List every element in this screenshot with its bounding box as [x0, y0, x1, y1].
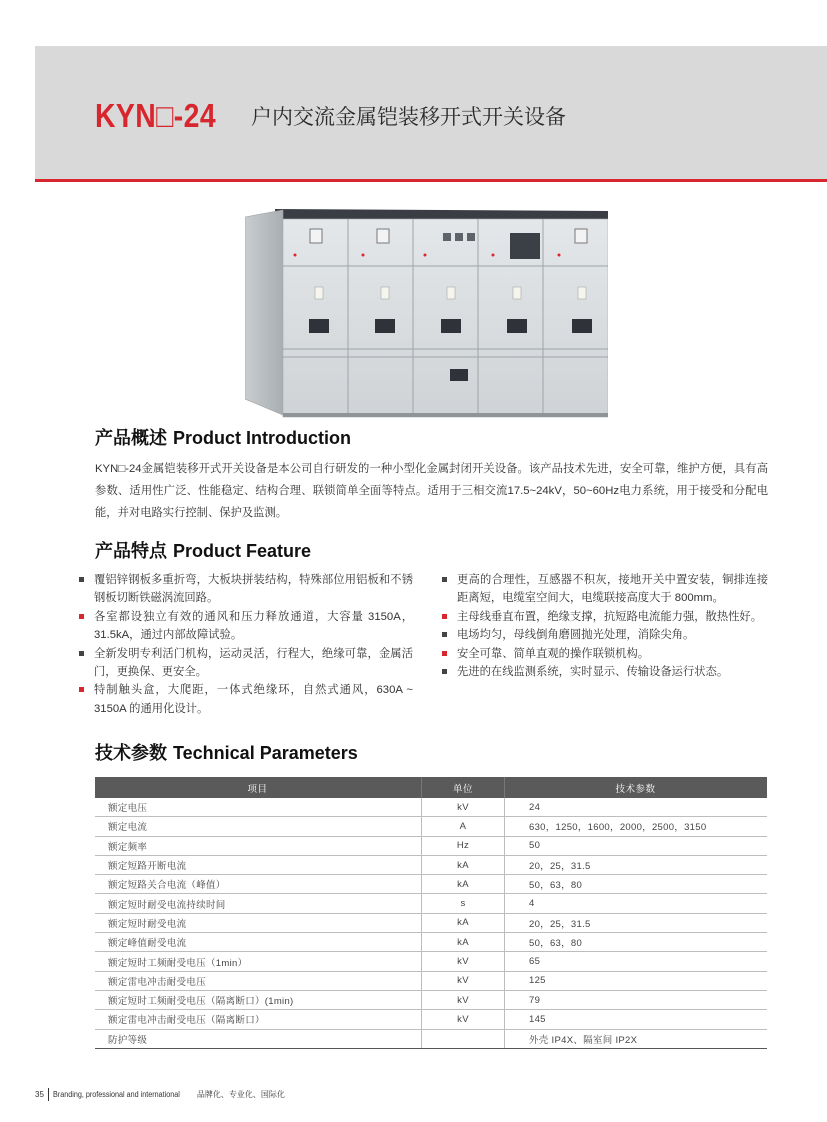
parameters-table-body [95, 798, 767, 1048]
param-value-cell: 50，63，80 [505, 875, 768, 894]
param-unit-cell: A [422, 817, 505, 836]
bullet-square-icon [79, 687, 84, 692]
switchgear-cabinet-illustration [245, 209, 608, 427]
feature-item [79, 645, 413, 682]
param-name-cell: 额定短时工频耐受电压（隔离断口）(1min) [95, 990, 422, 1009]
param-value-cell: 外壳 IP4X、隔室间 IP2X [505, 1029, 768, 1048]
column-header-value: 技术参数 [505, 777, 768, 798]
table-row [95, 1010, 767, 1029]
feature-text: 电场均匀，母线倒角磨圆抛光处理，消除尖角。 [457, 629, 695, 642]
table-row [95, 875, 767, 894]
param-name-cell: 额定短路关合电流（峰值） [95, 875, 422, 894]
param-value-cell: 20，25，31.5 [505, 913, 768, 932]
param-name-cell: 额定频率 [95, 836, 422, 855]
footer-slogan-en: Branding, professional and international [52, 1090, 180, 1099]
param-value-cell: 50，63，80 [505, 933, 768, 952]
bullet-square-icon [79, 577, 84, 582]
param-name-cell: 额定短时工频耐受电压（1min） [95, 952, 422, 971]
parameters-title-cn: 技术参数 [95, 743, 167, 763]
feature-list-right [442, 571, 768, 681]
feature-item [442, 626, 768, 644]
feature-item [442, 663, 768, 681]
column-header-item: 项目 [95, 777, 422, 798]
feature-text: 各室都设独立有效的通风和压力释放通道，大容量 3150A，31.5kA，通过内部故障试验。 [94, 610, 413, 642]
bullet-square-icon [79, 614, 84, 619]
param-value-cell: 630，1250，1600，2000，2500，3150 [505, 817, 768, 836]
page-number: 35 [35, 1090, 44, 1099]
param-value-cell: 125 [505, 971, 768, 990]
parameters-title-en: Technical Parameters [173, 743, 358, 763]
param-unit-cell: kA [422, 855, 505, 874]
param-value-cell: 79 [505, 990, 768, 1009]
intro-title-cn: 产品概述 [95, 428, 167, 448]
bullet-square-icon [442, 651, 447, 656]
feature-title-en: Product Feature [173, 541, 312, 561]
feature-section-title [95, 537, 311, 563]
param-unit-cell: Hz [422, 836, 505, 855]
page-footer [35, 1088, 285, 1101]
feature-item [442, 645, 768, 663]
param-unit-cell [422, 1029, 505, 1048]
table-row [95, 817, 767, 836]
table-row [95, 836, 767, 855]
footer-divider [48, 1088, 49, 1101]
param-unit-cell: kV [422, 971, 505, 990]
table-row [95, 855, 767, 874]
table-row [95, 1029, 767, 1048]
table-row [95, 971, 767, 990]
param-value-cell: 24 [505, 798, 768, 817]
param-value-cell: 20，25，31.5 [505, 855, 768, 874]
bullet-square-icon [442, 577, 447, 582]
feature-text: 先进的在线监测系统，实时显示、传输设备运行状态。 [457, 666, 729, 679]
param-unit-cell: kV [422, 952, 505, 971]
title-description: 户内交流金属铠装移开式开关设备 [251, 106, 566, 129]
bullet-square-icon [79, 651, 84, 656]
param-name-cell: 额定电流 [95, 817, 422, 836]
feature-item [79, 681, 413, 718]
table-row [95, 990, 767, 1009]
param-unit-cell: kV [422, 798, 505, 817]
column-header-unit: 单位 [422, 777, 505, 798]
feature-text: 覆铝锌钢板多重折弯，大板块拼装结构，特殊部位用铝板和不锈钢板切断铁磁涡流回路。 [94, 574, 413, 605]
feature-list-left [79, 571, 413, 718]
param-value-cell: 65 [505, 952, 768, 971]
feature-text: 全新发明专利活门机构，运动灵活，行程大，绝缘可靠，金属活门，更换保、更安全。 [94, 647, 413, 679]
footer-slogan-cn: 品牌化、专业化、国际化 [196, 1090, 285, 1099]
param-name-cell: 额定雷电冲击耐受电压（隔离断口） [95, 1010, 422, 1029]
param-name-cell: 额定短时耐受电流持续时间 [95, 894, 422, 913]
param-unit-cell: kV [422, 990, 505, 1009]
feature-text: 更高的合理性，互感器不积灰，接地开关中置安装，铜排连接距离短，电缆室空间大，电缆联接高度大于 800mm。 [457, 574, 768, 605]
bullet-square-icon [442, 669, 447, 674]
intro-section-title [95, 424, 351, 450]
param-name-cell: 额定峰值耐受电流 [95, 933, 422, 952]
feature-item [79, 571, 413, 608]
table-header-row [95, 777, 767, 798]
intro-title-en: Product Introduction [173, 428, 351, 448]
intro-paragraph: KYN□-24金属铠装移开式开关设备是本公司自行研发的一种小型化金属封闭开关设备。该产品技术先进，安全可靠，维护方便，具有高参数、适用性广泛、性能稳定、结构合理、联锁简单全面等特点。适用于三相交流17.5~24kV，50~60Hz电力系统，用于接受和分配电能，并对电路实行控制、保护及监测。 [95, 463, 768, 519]
feature-item [442, 571, 768, 608]
bullet-square-icon [442, 632, 447, 637]
param-unit-cell: kA [422, 875, 505, 894]
page-title [95, 96, 566, 136]
param-value-cell: 4 [505, 894, 768, 913]
table-row [95, 894, 767, 913]
param-unit-cell: s [422, 894, 505, 913]
param-unit-cell: kA [422, 933, 505, 952]
feature-text: 安全可靠、简单直观的操作联锁机构。 [457, 647, 650, 660]
feature-text: 特制触头盒，大爬距，一体式绝缘环，自然式通风，630A ~ 3150A 的通用化设计。 [94, 684, 413, 715]
table-row [95, 913, 767, 932]
param-unit-cell: kV [422, 1010, 505, 1029]
parameters-section-title [95, 739, 358, 765]
param-name-cell: 额定短路开断电流 [95, 855, 422, 874]
param-unit-cell: kA [422, 913, 505, 932]
table-row [95, 952, 767, 971]
title-model: KYN□-24 [95, 97, 217, 134]
parameters-table [95, 777, 767, 1049]
param-name-cell: 额定短时耐受电流 [95, 913, 422, 932]
feature-title-cn: 产品特点 [95, 541, 167, 561]
feature-text: 主母线垂直布置，绝缘支撑，抗短路电流能力强，散热性好。 [457, 610, 763, 623]
param-name-cell: 额定雷电冲击耐受电压 [95, 971, 422, 990]
table-row [95, 933, 767, 952]
feature-item [442, 608, 768, 626]
param-name-cell: 额定电压 [95, 798, 422, 817]
feature-item [79, 608, 413, 645]
table-row [95, 798, 767, 817]
param-name-cell: 防护等级 [95, 1029, 422, 1048]
header-accent-rule [35, 179, 827, 182]
bullet-square-icon [442, 614, 447, 619]
param-value-cell: 50 [505, 836, 768, 855]
param-value-cell: 145 [505, 1010, 768, 1029]
